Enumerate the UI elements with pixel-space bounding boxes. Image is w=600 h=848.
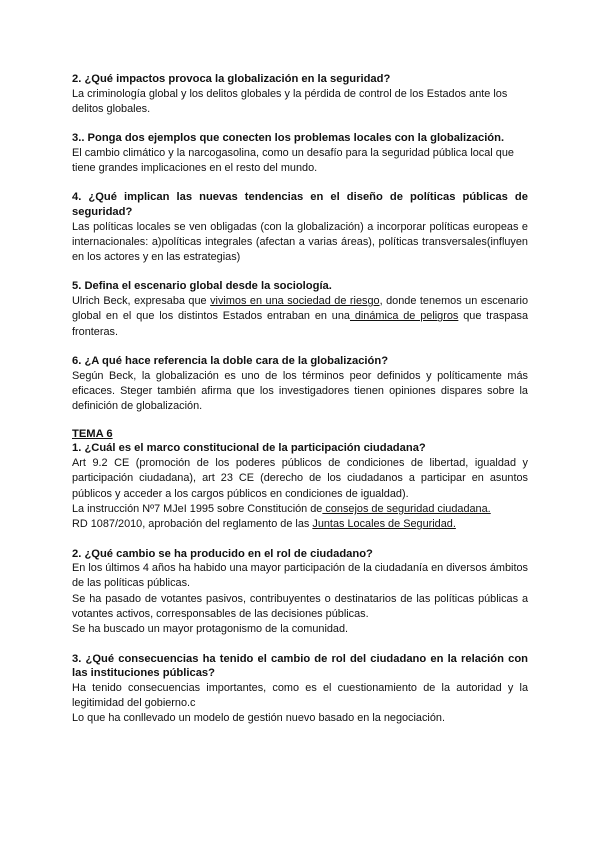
question-heading: 6. ¿A qué hace referencia la doble cara de la globalización? (72, 354, 389, 367)
answer-text: La criminología global y los delitos globales y la pérdida de control de los Estados ante los delitos globales. (72, 87, 508, 115)
question-block-5 (72, 279, 528, 339)
answer-text-part: , donde tenemos un escenario global en el que los distintos Estados entraban en una (72, 295, 528, 323)
underlined-phrase: dinámica de peligros (349, 310, 459, 323)
answer-text: Lo que ha conllevado un modelo de gestión nuevo basado en la negociación. (72, 712, 445, 725)
question-block-3 (72, 131, 528, 176)
tema-question-block-1 (72, 441, 528, 532)
section-title: TEMA 6 (72, 428, 113, 441)
answer-text: Se ha pasado de votantes pasivos, contribuyentes o destinatarios de las políticas públicas a votantes activos, corresponsables de las decisiones públicas. (72, 592, 528, 620)
answer-text-part: RD 1087/2010, aprobación del reglamento de las (72, 518, 313, 531)
underlined-phrase: Juntas Locales de Seguridad. (312, 518, 456, 531)
answer-text-part: La instrucción Nº7 MJeI 1995 sobre Constitución de (72, 502, 323, 515)
question-block-4 (72, 190, 528, 265)
answer-text: En los últimos 4 años ha habido una mayor participación de la ciudadanía en diversos ámbitos de las políticas públicas. (72, 562, 528, 590)
answer-text: El cambio climático y la narcogasolina, como un desafío para la seguridad pública local que tiene grandes implicaciones en el resto del mundo. (72, 146, 514, 175)
answer-text: Las políticas locales se ven obligadas (con la globalización) a incorporar políticas europeas e internacionales: a)políticas integrales (afectan a varias áreas), políticas transversales(influyen en los actores y en las estrategias) (72, 220, 528, 264)
answer-text: Según Beck, la globalización es uno de los términos peor definidos y políticamente más eficaces. Steger también afirma que los investigadores tienen opiniones dispares sobre la definición de globalización. (72, 369, 528, 413)
tema-question-block-2 (72, 547, 528, 638)
question-block-6 (72, 354, 528, 414)
question-heading: 2. ¿Qué impactos provoca la globalización en la seguridad? (72, 73, 391, 85)
question-block-2 (72, 72, 528, 117)
question-heading: 1. ¿Cuál es el marco constitucional de la participación ciudadana? (72, 442, 426, 455)
answer-text-part: Ulrich Beck, expresaba que (72, 295, 211, 308)
tema-question-block-3 (72, 652, 528, 727)
answer-text (72, 294, 528, 340)
underlined-phrase: consejos de seguridad ciudadana. (322, 502, 491, 515)
answer-text: Se ha buscado un mayor protagonismo de la comunidad. (72, 623, 349, 636)
answer-text (72, 517, 528, 532)
answer-text-part: que traspasa fronteras. (72, 310, 528, 338)
question-heading: 4. ¿Qué implican las nuevas tendencias en el diseño de políticas públicas de seguridad? (72, 191, 528, 218)
question-heading: 3.. Ponga dos ejemplos que conecten los problemas locales con la globalización. (72, 132, 505, 145)
answer-text: Art 9.2 CE (promoción de los poderes públicos de condiciones de libertad, igualdad y participación ciudadana), art 23 CE (derecho de los ciudadanos a participar en asuntos públicos y acceder a los cargos públicos en condiciones de igualdad). (72, 457, 528, 500)
answer-text: Ha tenido consecuencias importantes, como es el cuestionamiento de la autoridad y la legitimidad del gobierno.c (72, 681, 528, 710)
question-heading: 5. Defina el escenario global desde la sociología. (72, 280, 332, 293)
question-heading: 2. ¿Qué cambio se ha producido en el rol de ciudadano? (72, 547, 373, 560)
question-heading: 3. ¿Qué consecuencias ha tenido el cambio de rol del ciudadano en la relación con las instituciones públicas? (72, 652, 528, 680)
answer-text (72, 502, 528, 517)
underlined-phrase: vivimos en una sociedad de riesgo (210, 295, 380, 308)
